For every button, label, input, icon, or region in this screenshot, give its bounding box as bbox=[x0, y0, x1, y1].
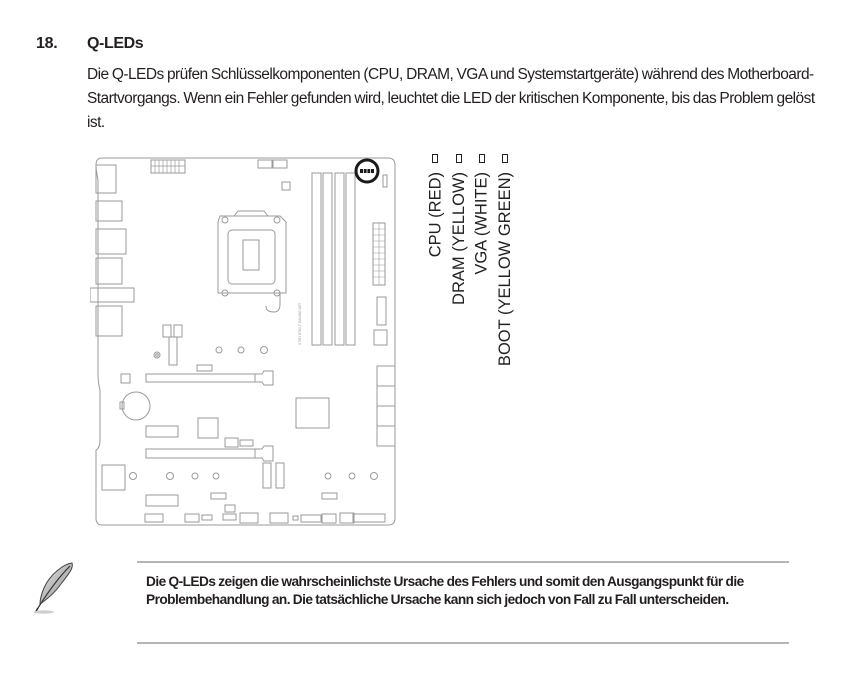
section-number: 18. bbox=[36, 35, 58, 52]
section-title: Q-LEDs bbox=[87, 35, 144, 52]
led-dram-label: DRAM (YELLOW) bbox=[450, 172, 468, 305]
led-dram bbox=[448, 150, 472, 400]
led-cpu-indicator bbox=[432, 154, 438, 163]
led-cpu bbox=[424, 150, 448, 400]
led-boot-label: BOOT (YELLOW GREEN) bbox=[496, 172, 514, 367]
section-paragraph: Die Q-LEDs prüfen Schlüsselkomponenten (CPU, DRAM, VGA und Systemstartgeräte) während des Motherboard-Startvorgangs. Wenn ein Fehler gefunden wird, leuchtet die LED der kritischen Komponente, bis das Problem gelöst ist. bbox=[87, 66, 815, 131]
svg-text:STRIX B760-F GAMING WIFI: STRIX B760-F GAMING WIFI bbox=[298, 302, 302, 345]
quill-pen-icon bbox=[28, 560, 80, 616]
note-bottom-divider bbox=[137, 642, 789, 644]
note-top-divider bbox=[137, 561, 789, 563]
led-boot bbox=[494, 150, 518, 400]
led-cpu-label: CPU (RED) bbox=[426, 172, 444, 258]
board-outline bbox=[96, 158, 395, 525]
led-vga-label: VGA (WHITE) bbox=[473, 172, 491, 275]
motherboard-diagram bbox=[90, 150, 400, 535]
led-dram-indicator bbox=[456, 154, 462, 163]
qled-highlight bbox=[356, 160, 378, 182]
note-text: Die Q-LEDs zeigen die wahrscheinlichste Ursache des Fehlers und somit den Ausgangspunkt für die Problembehandlung an. Die tatsächliche Ursache kann sich jedoch von Fall zu Fall unterscheiden. bbox=[146, 574, 744, 607]
qled-legend bbox=[420, 150, 530, 400]
led-vga-indicator bbox=[479, 154, 485, 163]
led-boot-indicator bbox=[502, 154, 508, 163]
led-vga bbox=[471, 150, 495, 400]
